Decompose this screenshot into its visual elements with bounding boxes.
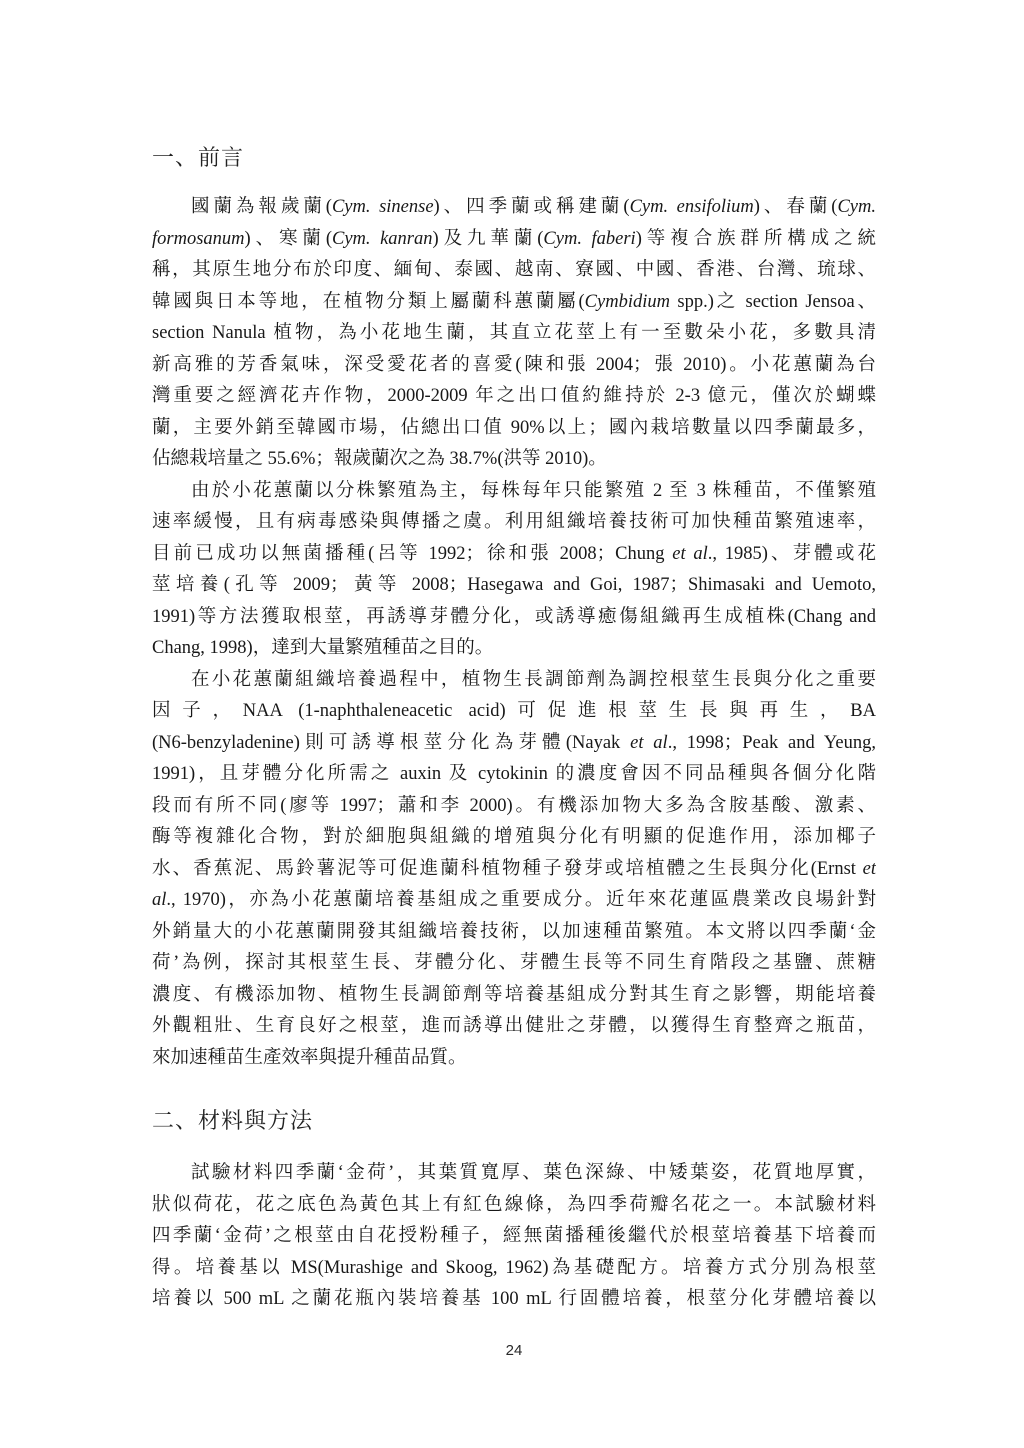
text-line: 段而有所不同(廖等 1997；蕭和李 2000)。有機添加物大多為含胺基酸、激素、 [152,795,876,816]
text-line: 新高雅的芳香氣味，深受愛花者的喜愛(陳和張 2004；張 2010)。小花蕙蘭為台 [152,354,876,375]
paragraph [152,476,876,665]
text-line: 1991)，且芽體分化所需之 auxin 及 cytokinin 的濃度會因不同品種與各個分化階 [152,764,876,784]
text-line: 蘭，主要外銷至韓國市場，佔總出口值 90%以上；國內栽培數量以四季蘭最多， [152,417,876,438]
text-line: 試驗材料四季蘭‘金荷’，其葉質寬厚、葉色深綠、中矮葉姿，花質地厚實， [191,1163,876,1183]
text-line: 來加速種苗生產效率與提升種苗品質。 [152,1047,467,1068]
text-line: al., 1970)，亦為小花蕙蘭培養基組成之重要成分。近年來花蓮區農業改良場針對 [152,890,876,910]
paragraph [152,192,876,476]
paragraph [152,665,876,1075]
text-line: 濃度、有機添加物、植物生長調節劑等培養基組成分對其生育之影響，期能培養 [152,984,876,1005]
text-line: 國蘭為報歲蘭(Cym. sinense)、四季蘭或稱建蘭(Cym. ensifolium)、春蘭(Cym. [191,197,876,217]
text-line: (N6-benzyladenine)則可誘導根莖分化為芽體(Nayak et al., 1998；Peak and Yeung, [152,732,876,753]
text-line: section Nanula 植物，為小花地生蘭，其直立花莖上有一至數朵小花，多數具清 [152,323,876,343]
text-line: 在小花蕙蘭組織培養過程中，植物生長調節劑為調控根莖生長與分化之重要 [191,669,876,690]
section-heading: 二、材料與方法 [152,1108,314,1133]
text-line: Chang, 1998)，達到大量繁殖種苗之目的。 [152,638,494,658]
text-line: 目前已成功以無菌播種(呂等 1992；徐和張 2008；Chung et al., 1985)、芽體或花 [152,543,876,564]
page-footer [152,1342,876,1360]
text-line: 得。培養基以 MS(Murashige and Skoog, 1962)為基礎配方。培養方式分別為根莖 [152,1257,876,1278]
text-line: 由於小花蕙蘭以分株繁殖為主，每株每年只能繁殖 2 至 3 株種苗，不僅繁殖 [191,480,876,501]
section-heading: 一、前言 [152,145,245,170]
page-number: 24 [505,1341,523,1359]
text-line: 酶等複雜化合物，對於細胞與組織的增殖與分化有明顯的促進作用，添加椰子 [152,827,876,847]
text-line: 因子，NAA (1-naphthaleneacetic acid)可促進根莖生長與再生，BA [152,701,876,721]
text-line: 培養以 500 mL 之蘭花瓶內裝培養基 100 mL 行固體培養，根莖分化芽體培養以 [152,1289,876,1309]
text-line: 速率緩慢，且有病毒感染與傳播之虞。利用組織培養技術可加快種苗繁殖速率， [152,512,876,532]
text-line: 稱，其原生地分布於印度、緬甸、泰國、越南、寮國、中國、香港、台灣、琉球、 [152,260,876,280]
text-line: 1991)等方法獲取根莖，再誘導芽體分化，或誘導癒傷組織再生成植株(Chang and [152,606,876,627]
text-line: 狀似荷花，花之底色為黃色其上有紅色線條，為四季荷瓣名花之一。本試驗材料 [152,1194,876,1215]
paragraph [152,1158,876,1316]
text-line: 四季蘭‘金荷’之根莖由自花授粉種子，經無菌播種後繼代於根莖培養基下培養而 [152,1226,876,1246]
text-line: 外觀粗壯、生育良好之根莖，進而誘導出健壯之芽體，以獲得生育整齊之瓶苗， [152,1016,876,1036]
text-line: 韓國與日本等地，在植物分類上屬蘭科蕙蘭屬(Cymbidium spp.)之 section Jensoa、 [152,291,876,312]
text-line: 灣重要之經濟花卉作物，2000-2009 年之出口值約維持於 2-3 億元，僅次於蝴蝶 [152,386,876,406]
text-line: 外銷量大的小花蕙蘭開發其組織培養技術，以加速種苗繁殖。本文將以四季蘭‘金 [152,921,876,942]
text-line: 佔總栽培量之 55.6%；報歲蘭次之為 38.7%(洪等 2010)。 [152,449,607,469]
text-line: 莖培養(孔等 2009；黃等 2008；Hasegawa and Goi, 1987；Shimasaki and Uemoto, [152,575,876,595]
text-line: 水、香蕉泥、馬鈴薯泥等可促進蘭科植物種子發芽或培植體之生長與分化(Ernst et [152,858,876,879]
text-line: 荷’為例，探討其根莖生長、芽體分化、芽體生長等不同生育階段之基鹽、蔗糖 [152,953,876,973]
text-line: formosanum)、寒蘭(Cym. kanran)及九華蘭(Cym. faberi)等複合族群所構成之統 [152,228,876,249]
